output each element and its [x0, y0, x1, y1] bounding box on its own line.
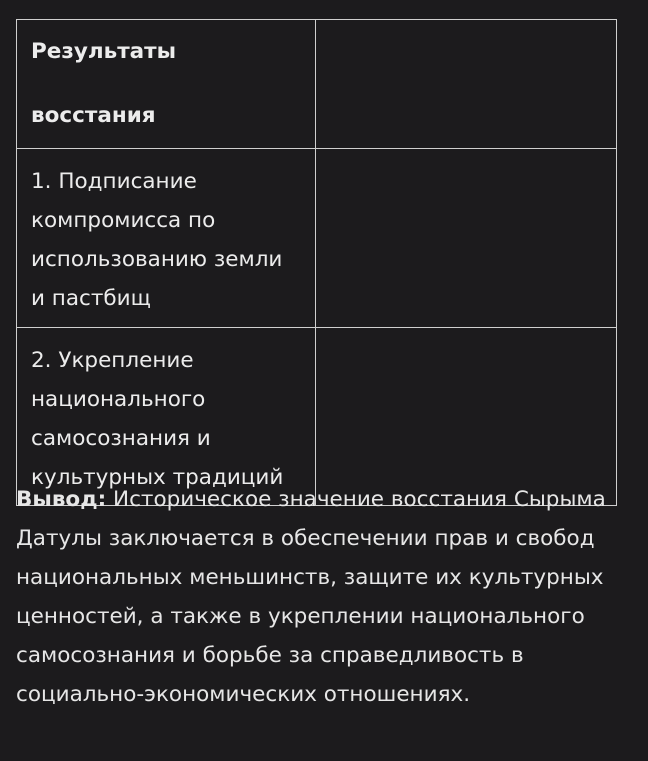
conclusion-paragraph: [16, 480, 632, 714]
table-header-empty: [316, 20, 617, 149]
table-header-row: [17, 20, 617, 149]
conclusion-label: Вывод:: [16, 487, 107, 512]
table-row: [17, 328, 617, 506]
table-header-results: Результаты восстания: [17, 20, 316, 149]
table-row: [17, 149, 617, 328]
conclusion-text: Историческое значение восстания Сырыма Датулы заключается в обеспечении прав и свобод национальных меньшинств, защите их культурных ценностей, а также в укреплении национального самосознания и борьбе за справедливость в социально-экономических отношениях.: [16, 487, 606, 707]
table-cell-result-1: 1. Подписание компромисса по использованию земли и пастбищ: [17, 149, 316, 328]
table-cell-empty-1: [316, 149, 617, 328]
results-table: [16, 19, 617, 506]
table-cell-empty-2: [316, 328, 617, 506]
table-cell-result-2: 2. Укрепление национального самосознания и культурных традиций: [17, 328, 316, 506]
